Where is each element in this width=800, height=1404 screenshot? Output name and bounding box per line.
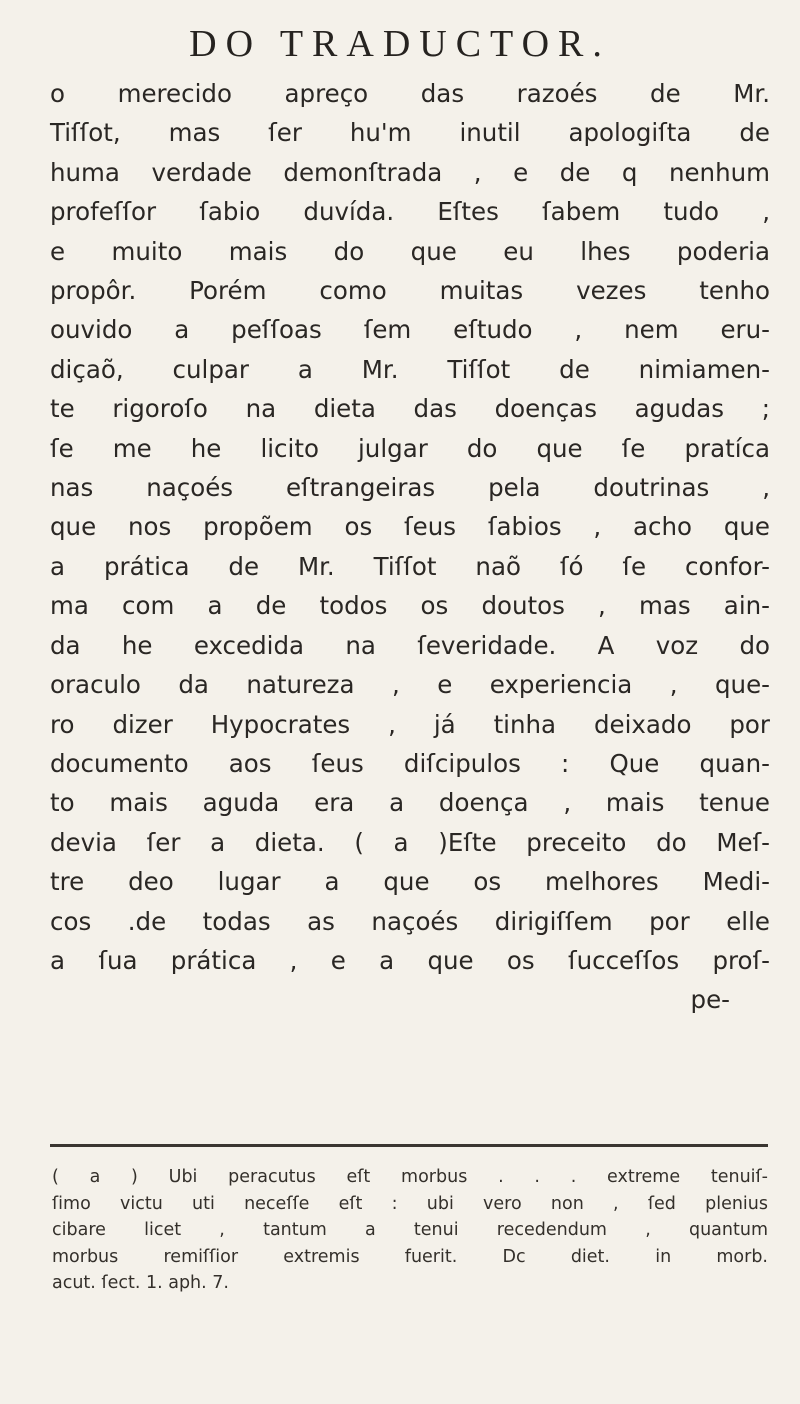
text-line: e muito mais do que eu lhes poderia — [50, 236, 770, 266]
text-line: diçaõ, culpar a Mr. Tiſſot de nimiamen- — [50, 354, 770, 384]
footnote-line: ( a ) Ubi peracutus eſt morbus . . . extreme tenuiſ- — [52, 1167, 768, 1187]
main-text-block — [50, 74, 770, 1020]
text-line: huma verdade demonſtrada , e de q nenhum — [50, 157, 770, 187]
text-line: profeſſor ſabio duvída. Eſtes ſabem tudo , — [50, 197, 770, 227]
text-line: devia ſer a dieta. ( a )Eſte preceito do Meſ- — [50, 827, 770, 857]
text-line: ma com a de todos os doutos , mas ain- — [50, 591, 770, 621]
text-line: ro dizer Hypocrates , já tinha deixado por — [50, 709, 770, 739]
text-line: cos .de todas as naçoés dirigiſſem por elle — [50, 906, 770, 936]
text-line: oraculo da natureza , e experiencia , que- — [50, 670, 770, 700]
text-line: a ſua prática , e a que os ſucceſſos proſ- — [50, 945, 770, 975]
running-head: DO TRADUCTOR. — [189, 23, 611, 65]
text-line: ouvido a peſſoas ſem eſtudo , nem eru- — [50, 315, 770, 345]
footnote-block — [52, 1164, 768, 1297]
catchword: pe- — [690, 985, 730, 1015]
text-line: Tiſſot, mas ſer hu'm inutil apologiſta de — [50, 118, 770, 148]
text-line: propôr. Porém como muitas vezes tenho — [50, 276, 770, 306]
footnote-line: cibare licet , tantum a tenui recedendum , quantum — [52, 1220, 768, 1241]
text-line: tre deo lugar a que os melhores Medi- — [50, 867, 770, 897]
text-line: te rigoroſo na dieta das doenças agudas ; — [50, 394, 770, 424]
text-line: documento aos ſeus diſcipulos : Que quan- — [50, 748, 770, 778]
footnote-line: morbus remiſſior extremis fuerit. Dc diet. in morb. — [52, 1246, 768, 1267]
footnote-rule — [50, 1144, 768, 1147]
text-line: to mais aguda era a doença , mais tenue — [50, 788, 770, 818]
footnote-line: ſimo victu uti neceſſe eſt : ubi vero non , ſed plenius — [52, 1193, 768, 1214]
text-line: que nos propõem os ſeus ſabios , acho que — [50, 512, 770, 542]
text-line: a prática de Mr. Tiſſot naõ ſó ſe confor- — [50, 551, 770, 581]
text-line: nas naçoés eſtrangeiras pela doutrinas , — [50, 473, 770, 503]
text-line: o merecido apreço das razoés de Mr. — [50, 79, 770, 108]
text-line: ſe me he licito julgar do que ſe pratíca — [50, 433, 770, 463]
text-line: da he excedida na ſeveridade. A voz do — [50, 630, 770, 660]
footnote-line: acut. ſect. 1. aph. 7. — [52, 1273, 229, 1294]
